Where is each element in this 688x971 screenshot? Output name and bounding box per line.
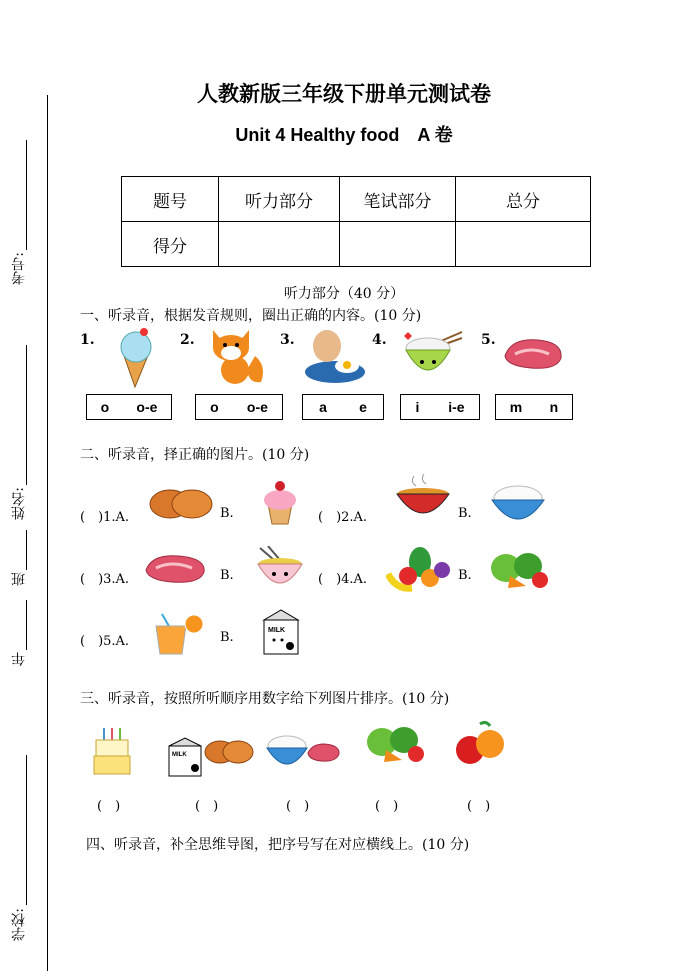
q-item: ( )1.A. [80,510,130,525]
ice-cream-icon [113,325,159,389]
class-blank [26,530,27,570]
section1-title: 一、听录音，根据发音规则，圈出正确的内容。(10 分) [80,308,422,324]
noodle-bowl-icon [254,546,306,592]
soup-bowl-icon [394,472,452,528]
q-item: ( )4.A. [318,572,368,587]
binding-line [47,95,48,971]
q-item: ( )2.A. [318,510,368,525]
order-blank[interactable]: ( ) [195,799,219,814]
score-table [121,176,591,267]
option-text[interactable]: o [100,399,110,415]
option-text[interactable]: m [509,399,523,415]
table-header: 总分 [456,177,591,222]
q-number: 1. [80,332,95,348]
option-text[interactable]: o [210,399,219,415]
milk-icon [165,736,205,778]
section4-title: 四、听录音，补全思维导图，把序号写在对应横线上。(10 分) [86,837,470,853]
cupcake-icon [260,476,300,526]
school-label: 学校: [11,908,27,941]
answer-box[interactable] [86,394,172,420]
option-text[interactable]: o-e [136,399,158,415]
fruits-icon [386,544,452,594]
meat-icon [306,742,342,764]
answer-box[interactable] [302,394,384,420]
exam-no-label: 考号: [11,252,27,285]
vegetables-icon [488,546,552,592]
q-number: 2. [180,332,195,348]
milk-label: MILK [268,627,286,634]
class-label: 班 [11,572,27,586]
q-item: ( )3.A. [80,572,130,587]
rice-bowl-icon [398,330,464,386]
egg-plate-icon [303,328,367,386]
section2-title: 二、听录音，择正确的图片。(10 分) [80,447,310,463]
score-row-label: 得分 [122,222,219,267]
answer-box[interactable] [400,394,480,420]
score-cell[interactable] [219,222,340,267]
grade-label: 年 [11,652,27,666]
q-number: 5. [481,332,496,348]
b-label: B. [458,506,472,521]
option-text[interactable]: e [359,399,367,415]
section3-title: 三、听录音，按照所听顺序用数字给下列图片排序。(10 分) [80,691,450,707]
order-blank[interactable]: ( ) [286,799,310,814]
option-text[interactable]: a [319,399,327,415]
bread-icon [148,482,214,522]
apple-orange-icon [450,720,510,768]
q-number: 4. [372,332,387,348]
rice-bowl-icon [490,484,546,528]
answer-box[interactable] [495,394,573,420]
option-text[interactable]: i [415,399,420,415]
table-header: 笔试部分 [340,177,456,222]
option-text[interactable]: n [549,399,559,415]
milk-icon [258,608,304,656]
grade-blank [26,600,27,650]
juice-icon [148,612,206,656]
listening-heading: 听力部分（40 分） [283,286,405,302]
table-header: 题号 [122,177,219,222]
q-item: ( )5.A. [80,634,130,649]
cake-icon [92,726,132,778]
milk-label: MILK [172,752,187,758]
answer-box[interactable] [195,394,283,420]
b-label: B. [220,506,234,521]
b-label: B. [220,568,234,583]
table-header: 听力部分 [219,177,340,222]
order-blank[interactable]: ( ) [97,799,121,814]
order-blank[interactable]: ( ) [375,799,399,814]
exam-no-blank [26,140,27,250]
meat-icon [142,552,210,588]
school-blank [26,755,27,905]
meat-icon [501,334,567,374]
score-cell[interactable] [340,222,456,267]
name-label: 姓名: [11,487,27,520]
fox-icon [205,326,269,386]
q-number: 3. [280,332,295,348]
b-label: B. [220,630,234,645]
rice-bowl-icon [265,734,309,772]
b-label: B. [458,568,472,583]
page-subtitle: Unit 4 Healthy food A 卷 [235,125,453,145]
score-cell[interactable] [456,222,591,267]
bread-icon [204,736,254,766]
order-blank[interactable]: ( ) [467,799,491,814]
option-text[interactable]: i-e [448,399,465,415]
page-title: 人教新版三年级下册单元测试卷 [197,81,491,106]
name-blank [26,345,27,485]
vegetables-icon [364,720,428,766]
option-text[interactable]: o-e [246,399,268,415]
